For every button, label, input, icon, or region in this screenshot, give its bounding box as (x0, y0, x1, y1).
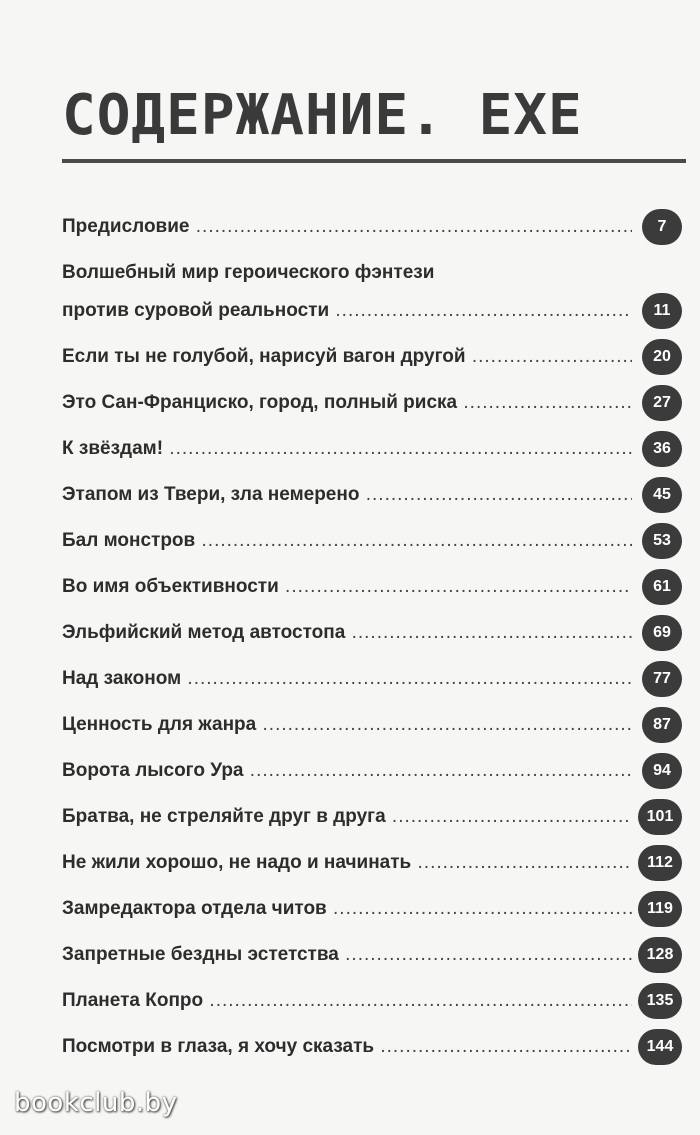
toc-entry (62, 251, 682, 335)
page-number-badge: 69 (642, 615, 682, 651)
table-of-contents (62, 205, 682, 1071)
toc-entry-line: Эльфийский метод автостопа ..... (62, 614, 632, 652)
toc-entry (62, 565, 682, 611)
toc-entry-title (62, 338, 632, 376)
toc-entry (62, 611, 682, 657)
toc-entry-line: Запретные бездны эстетства ..... (62, 936, 632, 974)
page-number-badge: 61 (642, 569, 682, 605)
toc-entry-title (62, 1028, 632, 1066)
toc-entry (62, 703, 682, 749)
page-number-badge: 53 (642, 523, 682, 559)
toc-entry-line: Если ты не голубой, нарисуй вагон другой ..... (62, 338, 632, 376)
toc-entry-line: против суровой реальности ..... (62, 292, 632, 330)
toc-entry-title (62, 568, 632, 606)
page-number-badge: 87 (642, 707, 682, 743)
page-number-badge: 135 (638, 983, 682, 1019)
toc-entry-title (62, 706, 632, 744)
toc-entry (62, 795, 682, 841)
toc-entry (62, 933, 682, 979)
toc-entry-line: Братва, не стреляйте друг в друга ..... (62, 798, 632, 836)
toc-entry-title (62, 982, 632, 1020)
toc-entry-title (62, 660, 632, 698)
page-number-badge: 77 (642, 661, 682, 697)
toc-entry (62, 427, 682, 473)
toc-entry-line: Замредактора отдела читов ..... (62, 890, 632, 928)
toc-entry-line: Не жили хорошо, не надо и начинать ..... (62, 844, 632, 882)
toc-entry-title (62, 798, 632, 836)
toc-entry-title (62, 384, 632, 422)
toc-entry (62, 749, 682, 795)
toc-entry-line: К звёздам! ..... (62, 430, 632, 468)
page-number-badge: 36 (642, 431, 682, 467)
toc-entry-title (62, 614, 632, 652)
page-number-badge: 94 (642, 753, 682, 789)
toc-entry (62, 519, 682, 565)
toc-entry-line: Ценность для жанра ..... (62, 706, 632, 744)
toc-entry (62, 1025, 682, 1071)
toc-entry (62, 841, 682, 887)
toc-entry-line: Ворота лысого Ура ..... (62, 752, 632, 790)
toc-entry-line: Во имя объективности ..... (62, 568, 632, 606)
toc-entry-line: Посмотри в глаза, я хочу сказать ..... (62, 1028, 632, 1066)
toc-entry-line: Бал монстров ..... (62, 522, 632, 560)
page-number-badge: 144 (638, 1029, 682, 1065)
toc-entry (62, 335, 682, 381)
toc-entry-title (62, 936, 632, 974)
toc-entry-line: Это Сан-Франциско, город, полный риска ..... (62, 384, 632, 422)
toc-entry-title (62, 752, 632, 790)
page-number-badge: 128 (638, 937, 682, 973)
toc-entry-title (62, 430, 632, 468)
page-number-badge: 20 (642, 339, 682, 375)
watermark: bookclub.by (14, 1088, 178, 1118)
page-number-badge: 112 (638, 845, 682, 881)
toc-entry (62, 473, 682, 519)
page-number-badge: 27 (642, 385, 682, 421)
toc-entry-line: Волшебный мир героического фэнтези (62, 262, 435, 283)
page-number-badge: 101 (638, 799, 682, 835)
title-divider (62, 159, 686, 163)
toc-entry-line: Над законом ..... (62, 660, 632, 698)
toc-entry-title (62, 890, 632, 928)
toc-entry-title (62, 254, 632, 330)
toc-entry-line: Этапом из Твери, зла немерено ..... (62, 476, 632, 514)
toc-entry (62, 381, 682, 427)
toc-entry-title (62, 476, 632, 514)
toc-entry-title (62, 208, 632, 246)
toc-entry (62, 887, 682, 933)
toc-entry (62, 205, 682, 251)
page-number-badge: 11 (642, 293, 682, 329)
toc-entry (62, 657, 682, 703)
page-number-badge: 119 (638, 891, 682, 927)
toc-entry-title (62, 844, 632, 882)
page-title: СОДЕРЖАНИЕ. ЕХЕ (62, 83, 583, 148)
page-number-badge: 7 (642, 209, 682, 245)
toc-entry (62, 979, 682, 1025)
toc-entry-title (62, 522, 632, 560)
page-number-badge: 45 (642, 477, 682, 513)
toc-entry-line: Предисловие ..... (62, 208, 632, 246)
toc-entry-line: Планета Копро ..... (62, 982, 632, 1020)
